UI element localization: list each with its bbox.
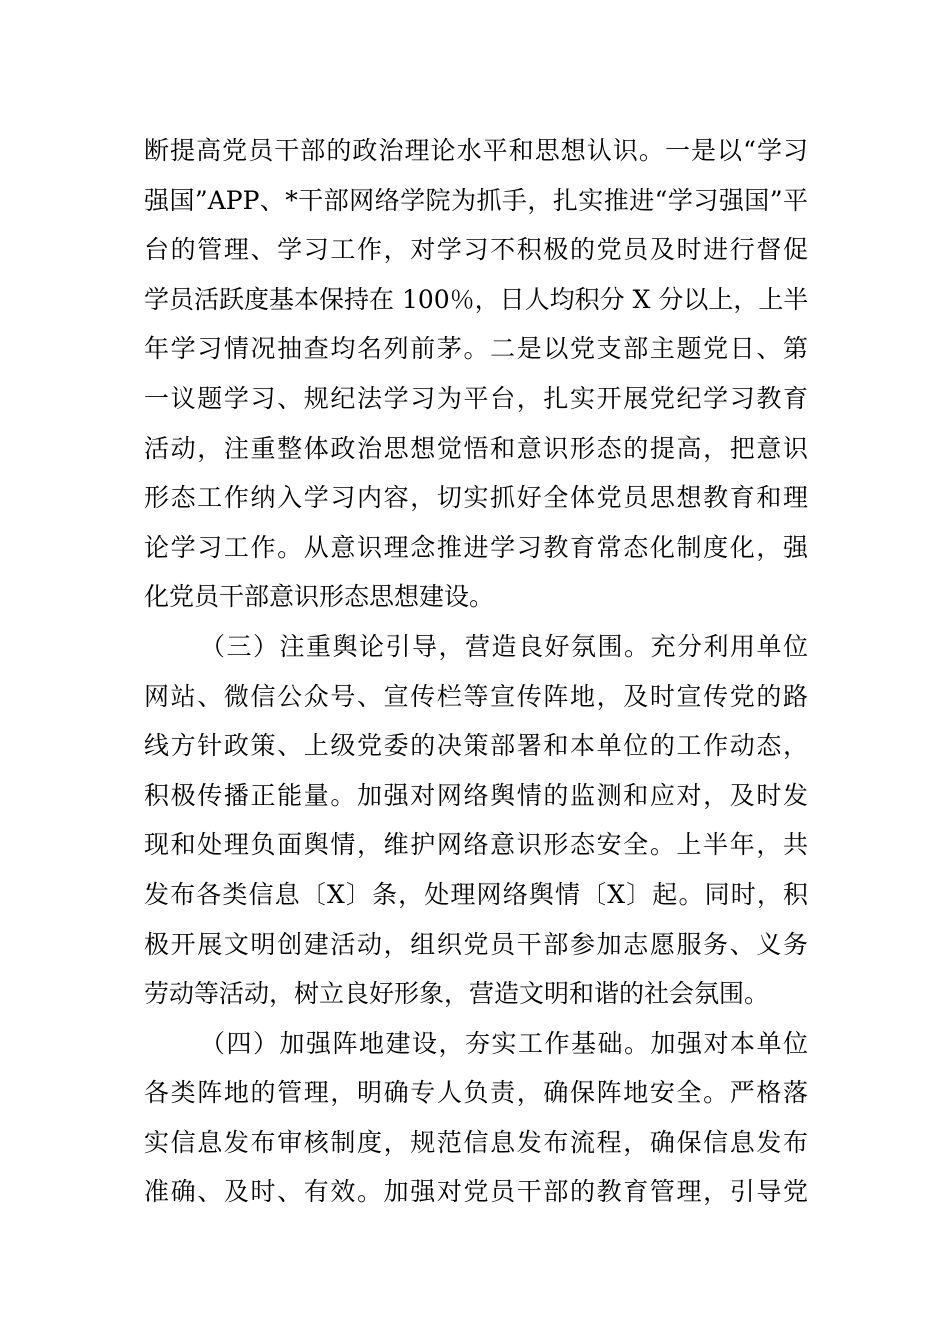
text-line: 线方针政策、上级党委的决策部署和本单位的工作动态， [144,731,808,761]
text-line: 化党员干部意识形态思想建设。 [144,582,495,612]
text-line: 年学习情况抽查均名列前茅。二是以党支部主题党日、第 [144,334,808,364]
text-line: 一议题学习、规纪法学习为平台，扎实开展党纪学习教育 [144,383,808,413]
text-line: 断提高党员干部的政治理论水平和思想认识。一是以“学习 [144,136,808,165]
text-line: 各类阵地的管理，明确专人负责，确保阵地安全。严格落 [144,1078,808,1108]
text-line: 劳动等活动，树立良好形象，营造文明和谐的社会氛围。 [144,979,770,1009]
text-line: 积极传播正能量。加强对网络舆情的监测和应对，及时发 [144,780,808,810]
text-line: 强国”APP、*干部网络学院为抓手，扎实推进“学习强国”平 [144,185,808,215]
text-line: 形态工作纳入学习内容，切实抓好全体党员思想教育和理 [144,483,808,513]
text-line: 学员活跃度基本保持在 100％，日人均积分 X 分以上，上半 [144,284,809,314]
text-line: 发布各类信息〔X〕条，处理网络舆情〔X〕起。同时，积 [144,879,808,909]
text-line: 极开展文明创建活动，组织党员干部参加志愿服务、义务 [144,929,808,959]
text-line: 活动，注重整体政治思想觉悟和意识形态的提高，把意识 [144,433,808,463]
body-text [144,126,808,1217]
text-line: （四）加强阵地建设，夯实工作基础。加强对本单位 [200,1028,808,1058]
text-line: 现和处理负面舆情，维护网络意识形态安全。上半年，共 [144,830,808,860]
text-line: 论学习工作。从意识理念推进学习教育常态化制度化，强 [144,532,808,562]
text-line: （三）注重舆论引导，营造良好氛围。充分利用单位 [200,631,808,661]
text-line: 网站、微信公众号、宣传栏等宣传阵地，及时宣传党的路 [144,681,808,711]
text-line: 准确、及时、有效。加强对党员干部的教育管理，引导党 [144,1177,808,1207]
text-line: 实信息发布审核制度，规范信息发布流程，确保信息发布 [144,1127,808,1157]
text-line: 台的管理、学习工作，对学习不积极的党员及时进行督促 [144,235,808,265]
